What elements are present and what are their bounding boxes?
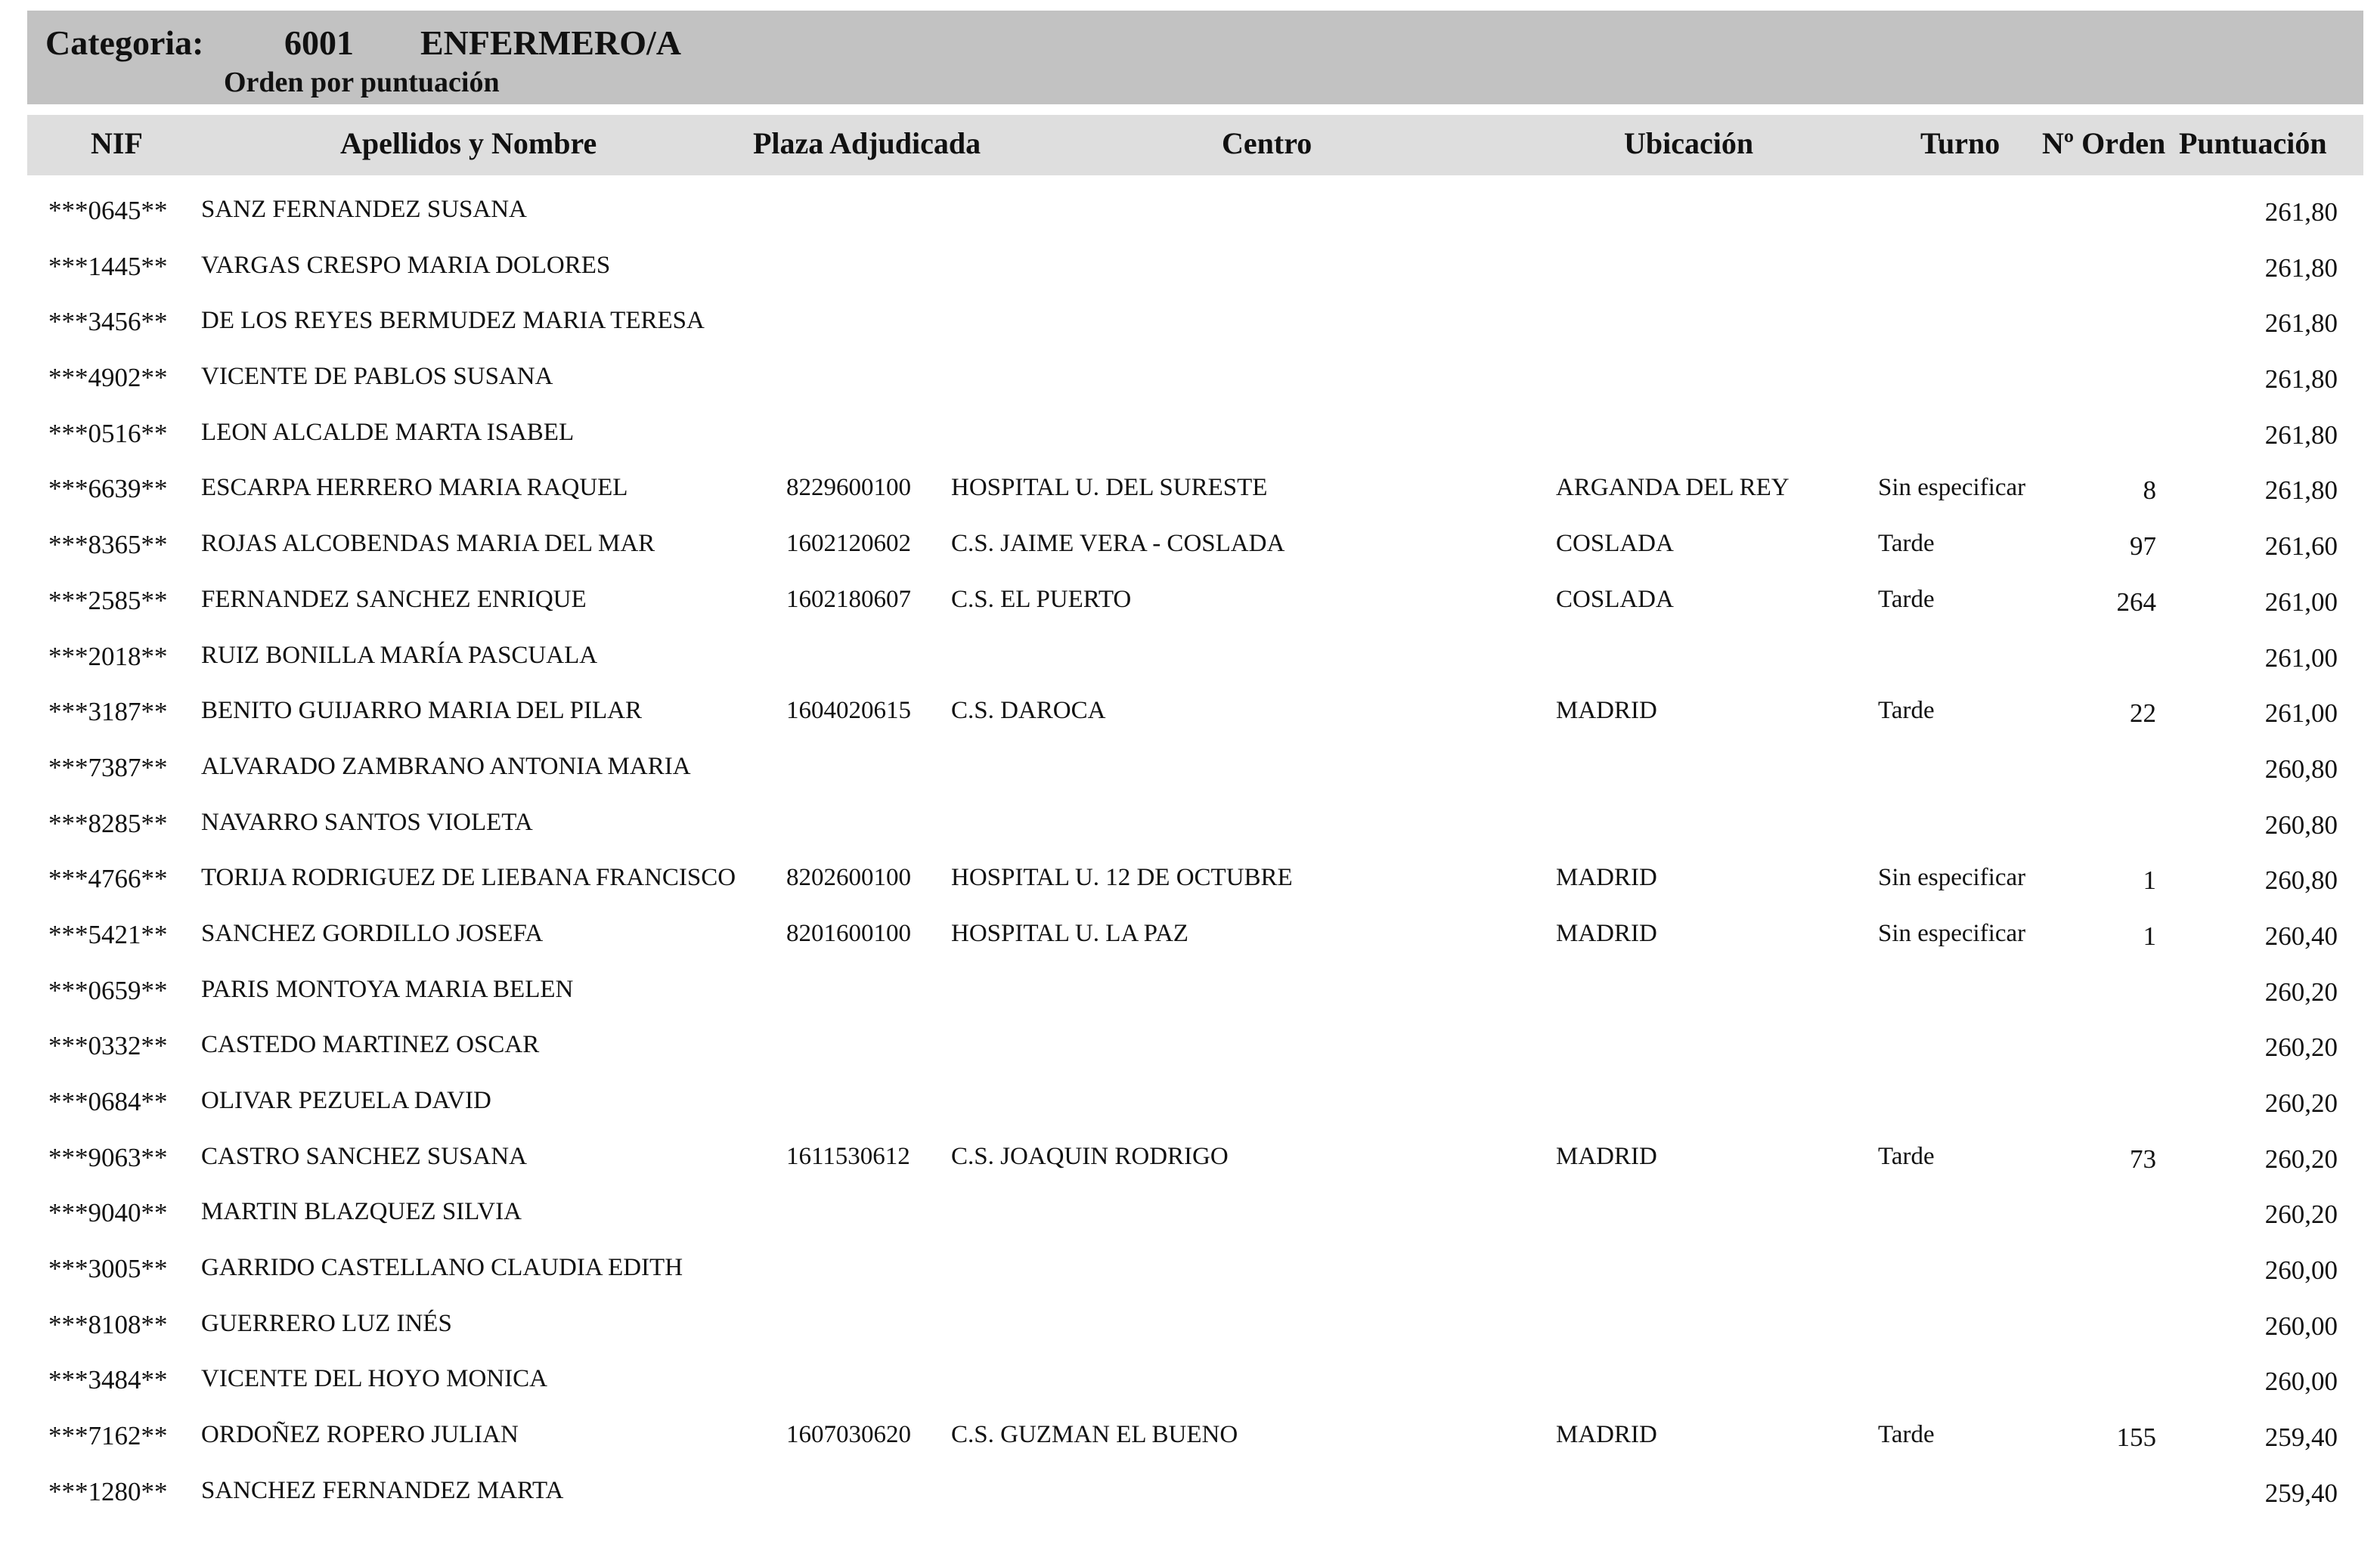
nif-cell: ***7162** xyxy=(48,1421,168,1451)
nif-cell: ***8365** xyxy=(48,530,168,560)
orden-cell: 97 xyxy=(2130,531,2156,562)
name-cell: VICENTE DE PABLOS SUSANA xyxy=(201,363,553,391)
category-label: Categoria: xyxy=(45,23,204,62)
puntuacion-cell: 261,80 xyxy=(2264,252,2338,283)
nif-cell: ***1280** xyxy=(48,1476,168,1506)
name-cell: GUERRERO LUZ INÉS xyxy=(201,1309,452,1337)
column-header-orden: Nº Orden xyxy=(2042,126,2166,160)
nif-cell: ***0659** xyxy=(48,975,168,1005)
name-cell: ALVARADO ZAMBRANO ANTONIA MARIA xyxy=(201,752,691,780)
table-row xyxy=(0,1082,2380,1138)
puntuacion-cell: 260,40 xyxy=(2264,921,2338,951)
category-name: ENFERMERO/A xyxy=(420,23,681,62)
orden-cell: 1 xyxy=(2143,921,2156,951)
name-cell: ORDOÑEZ ROPERO JULIAN xyxy=(201,1421,519,1449)
puntuacion-cell: 260,20 xyxy=(2264,1088,2338,1118)
ubicacion-cell: COSLADA xyxy=(1556,585,1674,613)
table-row xyxy=(0,413,2380,469)
puntuacion-cell: 260,00 xyxy=(2264,1311,2338,1341)
name-cell: DE LOS REYES BERMUDEZ MARIA TERESA xyxy=(201,307,705,335)
puntuacion-cell: 261,80 xyxy=(2264,419,2338,450)
puntuacion-cell: 259,40 xyxy=(2264,1423,2338,1453)
puntuacion-cell: 260,20 xyxy=(2264,1032,2338,1063)
centro-cell: HOSPITAL U. DEL SURESTE xyxy=(951,474,1268,502)
nif-cell: ***4766** xyxy=(48,864,168,894)
name-cell: SANCHEZ GORDILLO JOSEFA xyxy=(201,919,544,947)
nif-cell: ***3187** xyxy=(48,697,168,727)
centro-cell: HOSPITAL U. LA PAZ xyxy=(951,919,1188,947)
puntuacion-cell: 261,80 xyxy=(2264,364,2338,395)
table-row xyxy=(0,803,2380,859)
nif-cell: ***0516** xyxy=(48,418,168,448)
table-row xyxy=(0,915,2380,971)
table-row xyxy=(0,1249,2380,1305)
puntuacion-cell: 260,20 xyxy=(2264,977,2338,1007)
turno-cell: Tarde xyxy=(1878,1421,1935,1449)
puntuacion-cell: 260,80 xyxy=(2264,810,2338,840)
column-header-plaza: Plaza Adjudicada xyxy=(753,126,981,160)
orden-cell: 155 xyxy=(2116,1423,2156,1453)
column-header-puntuacion: Puntuación xyxy=(2179,126,2327,160)
puntuacion-cell: 260,80 xyxy=(2264,754,2338,784)
name-cell: NAVARRO SANTOS VIOLETA xyxy=(201,808,533,836)
plaza-cell: 1607030620 xyxy=(786,1421,911,1449)
nif-cell: ***8285** xyxy=(48,808,168,838)
table-row xyxy=(0,971,2380,1026)
table-row xyxy=(0,1416,2380,1472)
results-table-body xyxy=(0,190,2380,1528)
plaza-cell: 1604020615 xyxy=(786,697,911,725)
table-row xyxy=(0,246,2380,302)
turno-cell: Tarde xyxy=(1878,530,1935,558)
turno-cell: Tarde xyxy=(1878,1142,1935,1170)
table-row xyxy=(0,580,2380,636)
column-header-row xyxy=(27,115,2363,175)
nif-cell: ***3484** xyxy=(48,1365,168,1395)
centro-cell: C.S. JOAQUIN RODRIGO xyxy=(951,1142,1229,1170)
nif-cell: ***6639** xyxy=(48,474,168,504)
table-row xyxy=(0,1193,2380,1249)
turno-cell: Tarde xyxy=(1878,585,1935,613)
orden-cell: 73 xyxy=(2130,1144,2156,1174)
centro-cell: C.S. DAROCA xyxy=(951,697,1106,725)
table-row xyxy=(0,692,2380,748)
name-cell: FERNANDEZ SANCHEZ ENRIQUE xyxy=(201,585,587,613)
puntuacion-cell: 261,80 xyxy=(2264,475,2338,506)
puntuacion-cell: 259,40 xyxy=(2264,1478,2338,1508)
plaza-cell: 1602120602 xyxy=(786,530,911,558)
column-header-ubicacion: Ubicación xyxy=(1624,126,1754,160)
nif-cell: ***0332** xyxy=(48,1031,168,1061)
name-cell: CASTEDO MARTINEZ OSCAR xyxy=(201,1031,540,1059)
puntuacion-cell: 261,00 xyxy=(2264,587,2338,617)
plaza-cell: 8229600100 xyxy=(786,474,911,502)
table-row xyxy=(0,1305,2380,1361)
puntuacion-cell: 261,00 xyxy=(2264,698,2338,729)
table-row xyxy=(0,859,2380,915)
puntuacion-cell: 260,80 xyxy=(2264,865,2338,896)
name-cell: GARRIDO CASTELLANO CLAUDIA EDITH xyxy=(201,1254,683,1282)
nif-cell: ***5421** xyxy=(48,919,168,949)
table-row xyxy=(0,525,2380,580)
ubicacion-cell: ARGANDA DEL REY xyxy=(1556,474,1790,502)
centro-cell: C.S. GUZMAN EL BUENO xyxy=(951,1421,1238,1449)
column-header-centro: Centro xyxy=(1222,126,1312,160)
name-cell: VICENTE DEL HOYO MONICA xyxy=(201,1365,547,1393)
ubicacion-cell: MADRID xyxy=(1556,697,1657,725)
puntuacion-cell: 261,00 xyxy=(2264,642,2338,673)
turno-cell: Sin especificar xyxy=(1878,919,2026,947)
nif-cell: ***2018** xyxy=(48,641,168,671)
name-cell: CASTRO SANCHEZ SUSANA xyxy=(201,1142,527,1170)
puntuacion-cell: 260,20 xyxy=(2264,1200,2338,1230)
name-cell: LEON ALCALDE MARTA ISABEL xyxy=(201,418,575,446)
table-row xyxy=(0,1026,2380,1082)
centro-cell: C.S. JAIME VERA - COSLADA xyxy=(951,530,1285,558)
plaza-cell: 1602180607 xyxy=(786,585,911,613)
column-header-nif: NIF xyxy=(91,126,143,160)
centro-cell: C.S. EL PUERTO xyxy=(951,585,1132,613)
orden-cell: 264 xyxy=(2116,587,2156,617)
name-cell: RUIZ BONILLA MARÍA PASCUALA xyxy=(201,641,598,669)
plaza-cell: 8201600100 xyxy=(786,919,911,947)
plaza-cell: 1611530612 xyxy=(786,1142,910,1170)
orden-cell: 22 xyxy=(2130,698,2156,729)
table-row xyxy=(0,636,2380,692)
table-row xyxy=(0,302,2380,358)
table-row xyxy=(0,1138,2380,1193)
nif-cell: ***9040** xyxy=(48,1198,168,1228)
nif-cell: ***0684** xyxy=(48,1087,168,1116)
name-cell: MARTIN BLAZQUEZ SILVIA xyxy=(201,1198,522,1226)
nif-cell: ***2585** xyxy=(48,585,168,615)
orden-cell: 8 xyxy=(2143,475,2156,506)
ubicacion-cell: MADRID xyxy=(1556,1142,1657,1170)
name-cell: ESCARPA HERRERO MARIA RAQUEL xyxy=(201,474,628,502)
ubicacion-cell: COSLADA xyxy=(1556,530,1674,558)
nif-cell: ***9063** xyxy=(48,1142,168,1172)
name-cell: PARIS MONTOYA MARIA BELEN xyxy=(201,975,574,1003)
puntuacion-cell: 260,20 xyxy=(2264,1144,2338,1174)
nif-cell: ***8108** xyxy=(48,1309,168,1339)
nif-cell: ***1445** xyxy=(48,251,168,281)
nif-cell: ***4902** xyxy=(48,363,168,393)
name-cell: SANZ FERNANDEZ SUSANA xyxy=(201,196,527,223)
table-row xyxy=(0,1472,2380,1528)
nif-cell: ***0645** xyxy=(48,196,168,225)
puntuacion-cell: 261,80 xyxy=(2264,308,2338,339)
nif-cell: ***3456** xyxy=(48,307,168,337)
turno-cell: Sin especificar xyxy=(1878,864,2026,892)
table-row xyxy=(0,1360,2380,1416)
name-cell: BENITO GUIJARRO MARIA DEL PILAR xyxy=(201,697,643,725)
orden-cell: 1 xyxy=(2143,865,2156,896)
table-row xyxy=(0,469,2380,525)
name-cell: OLIVAR PEZUELA DAVID xyxy=(201,1087,491,1114)
name-cell: ROJAS ALCOBENDAS MARIA DEL MAR xyxy=(201,530,655,558)
table-row xyxy=(0,190,2380,246)
name-cell: VARGAS CRESPO MARIA DOLORES xyxy=(201,251,611,279)
name-cell: TORIJA RODRIGUEZ DE LIEBANA FRANCISCO xyxy=(201,864,736,892)
plaza-cell: 8202600100 xyxy=(786,864,911,892)
name-cell: SANCHEZ FERNANDEZ MARTA xyxy=(201,1476,564,1504)
category-code: 6001 xyxy=(284,23,354,62)
puntuacion-cell: 260,00 xyxy=(2264,1255,2338,1286)
nif-cell: ***3005** xyxy=(48,1254,168,1284)
table-row xyxy=(0,748,2380,803)
column-header-turno: Turno xyxy=(1920,126,2000,160)
column-header-name: Apellidos y Nombre xyxy=(340,126,597,160)
turno-cell: Sin especificar xyxy=(1878,474,2026,502)
ubicacion-cell: MADRID xyxy=(1556,864,1657,892)
puntuacion-cell: 260,00 xyxy=(2264,1367,2338,1397)
table-row xyxy=(0,358,2380,413)
ubicacion-cell: MADRID xyxy=(1556,1421,1657,1449)
category-header xyxy=(27,11,2363,104)
puntuacion-cell: 261,80 xyxy=(2264,197,2338,227)
centro-cell: HOSPITAL U. 12 DE OCTUBRE xyxy=(951,864,1293,892)
nif-cell: ***7387** xyxy=(48,752,168,782)
sort-order-subtitle: Orden por puntuación xyxy=(224,67,500,98)
ubicacion-cell: MADRID xyxy=(1556,919,1657,947)
turno-cell: Tarde xyxy=(1878,697,1935,725)
puntuacion-cell: 261,60 xyxy=(2264,531,2338,562)
